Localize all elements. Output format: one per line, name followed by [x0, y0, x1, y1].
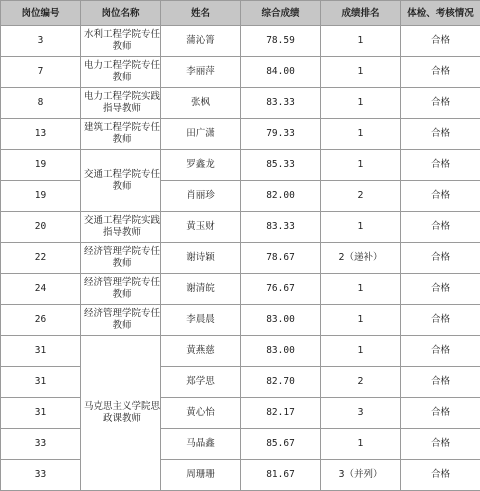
cell-position-id: 31	[1, 336, 81, 367]
cell-score: 83.33	[241, 212, 321, 243]
header-name: 姓名	[161, 1, 241, 26]
cell-position-name	[81, 243, 161, 274]
table-row	[1, 274, 480, 305]
table-row	[1, 243, 480, 274]
cell-name: 谢诗颖	[161, 243, 241, 274]
cell-name: 蒲沁箐	[161, 26, 241, 57]
cell-name: 田广潇	[161, 119, 241, 150]
cell-position-id: 19	[1, 181, 81, 212]
cell-score: 76.67	[241, 274, 321, 305]
cell-position-id: 22	[1, 243, 81, 274]
cell-name: 李丽萍	[161, 57, 241, 88]
cell-score: 83.00	[241, 336, 321, 367]
table-row	[1, 119, 480, 150]
cell-rank: 1	[321, 150, 401, 181]
cell-position-id: 31	[1, 367, 81, 398]
table-row	[1, 181, 480, 212]
cell-rank: 1	[321, 274, 401, 305]
cell-rank: 1	[321, 429, 401, 460]
cell-score: 82.70	[241, 367, 321, 398]
position-name-text: 经济管理学院专任教师	[81, 277, 161, 301]
cell-score: 83.33	[241, 88, 321, 119]
cell-rank: 2	[321, 181, 401, 212]
cell-score: 79.33	[241, 119, 321, 150]
cell-position-id: 24	[1, 274, 81, 305]
cell-name: 肖丽珍	[161, 181, 241, 212]
table-row	[1, 88, 480, 119]
cell-name: 周珊珊	[161, 460, 241, 491]
position-name-text: 交通工程学院专任教师	[81, 169, 161, 193]
cell-rank: 1	[321, 336, 401, 367]
cell-rank: 1	[321, 212, 401, 243]
table-row	[1, 57, 480, 88]
cell-position-name	[81, 26, 161, 57]
cell-score: 85.33	[241, 150, 321, 181]
cell-name: 张枫	[161, 88, 241, 119]
cell-position-id: 3	[1, 26, 81, 57]
header-rank: 成绩排名	[321, 1, 401, 26]
cell-result: 合格	[401, 26, 480, 57]
cell-result: 合格	[401, 243, 480, 274]
cell-position-name	[81, 336, 161, 491]
cell-result: 合格	[401, 460, 480, 491]
cell-score: 83.00	[241, 305, 321, 336]
table-row	[1, 398, 480, 429]
cell-result: 合格	[401, 57, 480, 88]
cell-result: 合格	[401, 429, 480, 460]
header-position-id: 岗位编号	[1, 1, 81, 26]
cell-position-name	[81, 57, 161, 88]
cell-score: 82.17	[241, 398, 321, 429]
cell-position-name	[81, 119, 161, 150]
table-row	[1, 26, 480, 57]
cell-name: 马晶鑫	[161, 429, 241, 460]
cell-position-name	[81, 212, 161, 243]
cell-result: 合格	[401, 398, 480, 429]
header-result: 体检、考核情况	[401, 1, 480, 26]
cell-name: 郑学思	[161, 367, 241, 398]
table-row	[1, 367, 480, 398]
cell-result: 合格	[401, 367, 480, 398]
cell-rank: 1	[321, 88, 401, 119]
position-name-text: 电力工程学院专任教师	[81, 60, 161, 84]
cell-position-id: 31	[1, 398, 81, 429]
cell-result: 合格	[401, 119, 480, 150]
cell-name: 黄燕慈	[161, 336, 241, 367]
cell-score: 84.00	[241, 57, 321, 88]
cell-name: 黄心怡	[161, 398, 241, 429]
cell-position-id: 33	[1, 460, 81, 491]
cell-name: 黄玉财	[161, 212, 241, 243]
cell-position-id: 13	[1, 119, 81, 150]
position-name-text: 电力工程学院实践指导教师	[81, 91, 161, 115]
cell-position-id: 7	[1, 57, 81, 88]
cell-rank: 2	[321, 367, 401, 398]
cell-result: 合格	[401, 88, 480, 119]
position-name-text: 水利工程学院专任教师	[81, 29, 161, 53]
table-row	[1, 212, 480, 243]
cell-score: 78.67	[241, 243, 321, 274]
cell-rank: 2（递补）	[321, 243, 401, 274]
cell-result: 合格	[401, 305, 480, 336]
table-row	[1, 336, 480, 367]
cell-score: 78.59	[241, 26, 321, 57]
header-row	[1, 1, 480, 26]
cell-result: 合格	[401, 274, 480, 305]
position-name-text: 经济管理学院专任教师	[81, 246, 161, 270]
cell-position-id: 20	[1, 212, 81, 243]
cell-name: 谢清皖	[161, 274, 241, 305]
cell-name: 罗鑫龙	[161, 150, 241, 181]
cell-position-name	[81, 305, 161, 336]
cell-score: 82.00	[241, 181, 321, 212]
cell-rank: 1	[321, 305, 401, 336]
cell-position-name	[81, 88, 161, 119]
cell-rank: 1	[321, 119, 401, 150]
position-name-text: 交通工程学院实践指导教师	[81, 215, 161, 239]
position-name-text: 马克思主义学院思政课教师	[81, 401, 161, 425]
cell-rank: 1	[321, 57, 401, 88]
cell-position-id: 8	[1, 88, 81, 119]
cell-name: 李晨晨	[161, 305, 241, 336]
cell-position-id: 26	[1, 305, 81, 336]
cell-result: 合格	[401, 212, 480, 243]
table-row	[1, 305, 480, 336]
cell-result: 合格	[401, 336, 480, 367]
cell-position-id: 33	[1, 429, 81, 460]
cell-rank: 1	[321, 26, 401, 57]
cell-result: 合格	[401, 181, 480, 212]
cell-position-name	[81, 150, 161, 212]
cell-rank: 3（并列）	[321, 460, 401, 491]
cell-position-id: 19	[1, 150, 81, 181]
cell-position-name	[81, 274, 161, 305]
header-score: 综合成绩	[241, 1, 321, 26]
position-name-text: 建筑工程学院专任教师	[81, 122, 161, 146]
position-name-text: 经济管理学院专任教师	[81, 308, 161, 332]
cell-result: 合格	[401, 150, 480, 181]
table-row	[1, 150, 480, 181]
cell-score: 85.67	[241, 429, 321, 460]
cell-rank: 3	[321, 398, 401, 429]
table-row	[1, 429, 480, 460]
cell-score: 81.67	[241, 460, 321, 491]
header-position-name: 岗位名称	[81, 1, 161, 26]
table-row	[1, 460, 480, 491]
